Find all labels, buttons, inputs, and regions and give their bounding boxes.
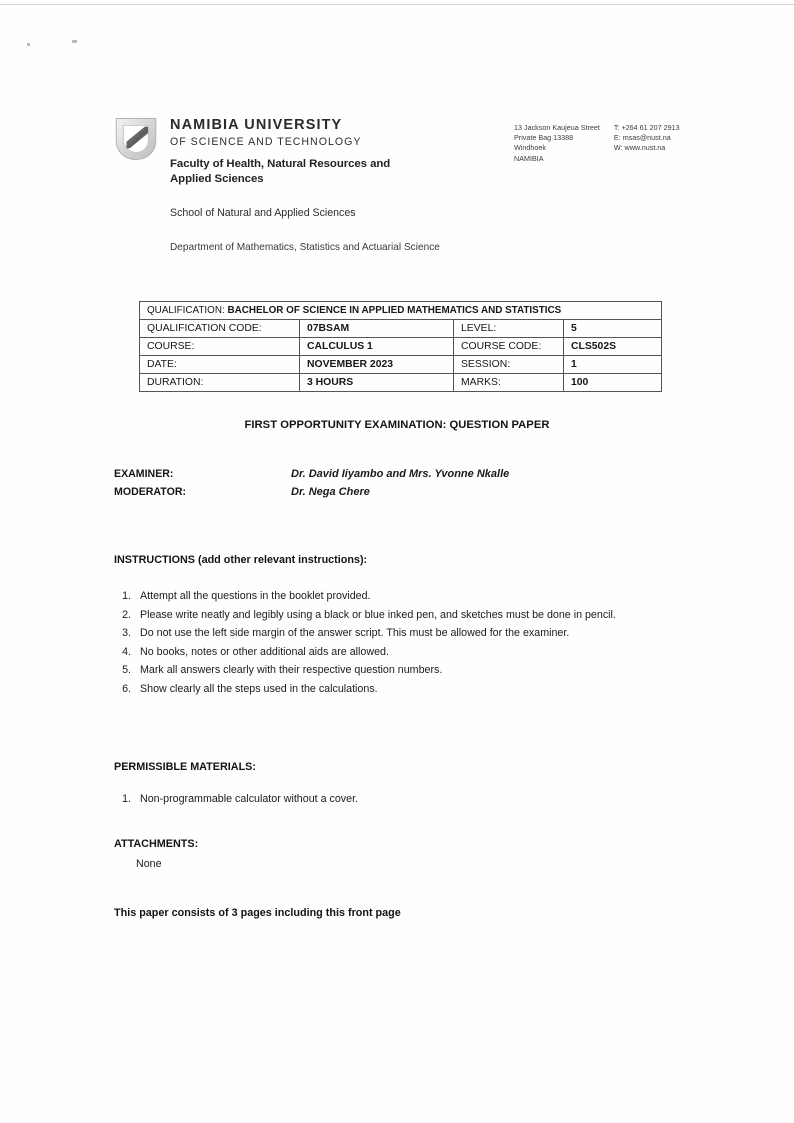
list-item-number: 5. xyxy=(122,664,131,677)
list-item-text: Mark all answers clearly with their respective question numbers. xyxy=(140,664,443,677)
institution-name-line2: OF SCIENCE AND TECHNOLOGY xyxy=(170,135,362,148)
list-item xyxy=(114,791,614,808)
list-item-text: Please write neatly and legibly using a black or blue inked pen, and sketches must be done in pencil. xyxy=(140,608,616,621)
course-code-value: CLS502S xyxy=(564,338,662,356)
attachments-value: None xyxy=(136,858,162,870)
address-line: Private Bag 13388 xyxy=(514,133,574,143)
school-name: School of Natural and Applied Sciences xyxy=(170,207,356,219)
scan-speck xyxy=(72,40,77,43)
faculty-name: Faculty of Health, Natural Resources and Applied Sciences xyxy=(170,158,391,186)
page-count-note: This paper consists of 3 pages including this front page xyxy=(114,907,401,919)
address-line: NAMIBIA xyxy=(514,153,544,163)
course-value: CALCULUS 1 xyxy=(300,338,454,356)
level-label: LEVEL: xyxy=(454,320,564,338)
date-value: NOVEMBER 2023 xyxy=(300,356,454,374)
list-item-number: 6. xyxy=(122,682,131,695)
contact-phone: T: +264 61 207 2913 xyxy=(613,123,680,132)
list-item xyxy=(114,644,690,661)
nust-shield-logo-icon xyxy=(113,115,159,163)
instructions-list xyxy=(114,588,690,699)
list-item-text: Non-programmable calculator without a cover. xyxy=(140,793,359,805)
marks-value: 100 xyxy=(564,374,662,392)
qualification-code-value: 07BSAM xyxy=(300,320,454,338)
scan-artifact-line xyxy=(0,4,794,5)
list-item-number: 3. xyxy=(122,627,131,640)
contact-address xyxy=(514,123,600,164)
list-item xyxy=(114,681,690,698)
session-label: SESSION: xyxy=(454,356,564,374)
institution-name-line1: NAMIBIA UNIVERSITY xyxy=(170,117,343,133)
list-item xyxy=(114,607,690,624)
level-value: 5 xyxy=(564,320,662,338)
duration-label: DURATION: xyxy=(140,374,300,392)
moderator-label: MODERATOR: xyxy=(114,486,186,498)
list-item-number: 2. xyxy=(122,608,131,621)
duration-value: 3 HOURS xyxy=(300,374,454,392)
scan-speck xyxy=(27,43,30,46)
marks-label: MARKS: xyxy=(454,374,564,392)
examiner-value: Dr. David Iiyambo and Mrs. Yvonne Nkalle xyxy=(291,468,510,480)
list-item xyxy=(114,588,690,605)
moderator-row xyxy=(114,486,714,498)
institution-wordmark xyxy=(170,117,361,148)
qualification-prefix: QUALIFICATION: xyxy=(147,305,228,316)
course-code-label: COURSE CODE: xyxy=(454,338,564,356)
table-row xyxy=(140,356,662,374)
list-item-number: 1. xyxy=(122,590,131,602)
contact-block xyxy=(514,123,680,164)
table-row xyxy=(140,374,662,392)
permissible-materials-list xyxy=(114,791,614,810)
examiner-label: EXAMINER: xyxy=(114,468,174,480)
instructions-heading: INSTRUCTIONS (add other relevant instructions): xyxy=(114,554,368,566)
course-label: COURSE: xyxy=(140,338,300,356)
table-row xyxy=(140,320,662,338)
qualification-header-cell xyxy=(140,302,662,320)
moderator-value: Dr. Nega Chere xyxy=(291,486,370,498)
table-row xyxy=(140,338,662,356)
list-item-number: 1. xyxy=(122,793,131,805)
table-row-qualification xyxy=(140,302,662,320)
qualification-value: BACHELOR OF SCIENCE IN APPLIED MATHEMATICS AND STATISTICS xyxy=(227,305,562,316)
list-item-text: Attempt all the questions in the booklet provided. xyxy=(140,590,371,602)
exam-heading: FIRST OPPORTUNITY EXAMINATION: QUESTION PAPER xyxy=(244,419,550,431)
permissible-materials-heading: PERMISSIBLE MATERIALS: xyxy=(114,761,256,773)
list-item xyxy=(114,662,690,679)
address-line: Windhoek xyxy=(514,143,546,153)
attachments-heading: ATTACHMENTS: xyxy=(114,838,199,850)
contact-email: E: msas@nust.na xyxy=(613,133,671,143)
department-name: Department of Mathematics, Statistics and Actuarial Science xyxy=(170,242,440,253)
list-item-text: No books, notes or other additional aids are allowed. xyxy=(140,645,389,658)
qualification-table xyxy=(139,301,662,392)
contact-website: W: www.nust.na xyxy=(613,143,666,153)
list-item-number: 4. xyxy=(122,645,131,658)
list-item xyxy=(114,625,690,642)
date-label: DATE: xyxy=(140,356,300,374)
list-item-text: Do not use the left side margin of the answer script. This must be allowed for the examiner. xyxy=(140,627,570,640)
examiner-row xyxy=(114,468,714,480)
list-item-text: Show clearly all the steps used in the calculations. xyxy=(140,682,378,695)
qualification-code-label: QUALIFICATION CODE: xyxy=(140,320,300,338)
session-value: 1 xyxy=(564,356,662,374)
address-line: 13 Jackson Kaujeua Street xyxy=(514,123,600,132)
people-block xyxy=(114,468,714,504)
contact-channels xyxy=(614,123,680,164)
